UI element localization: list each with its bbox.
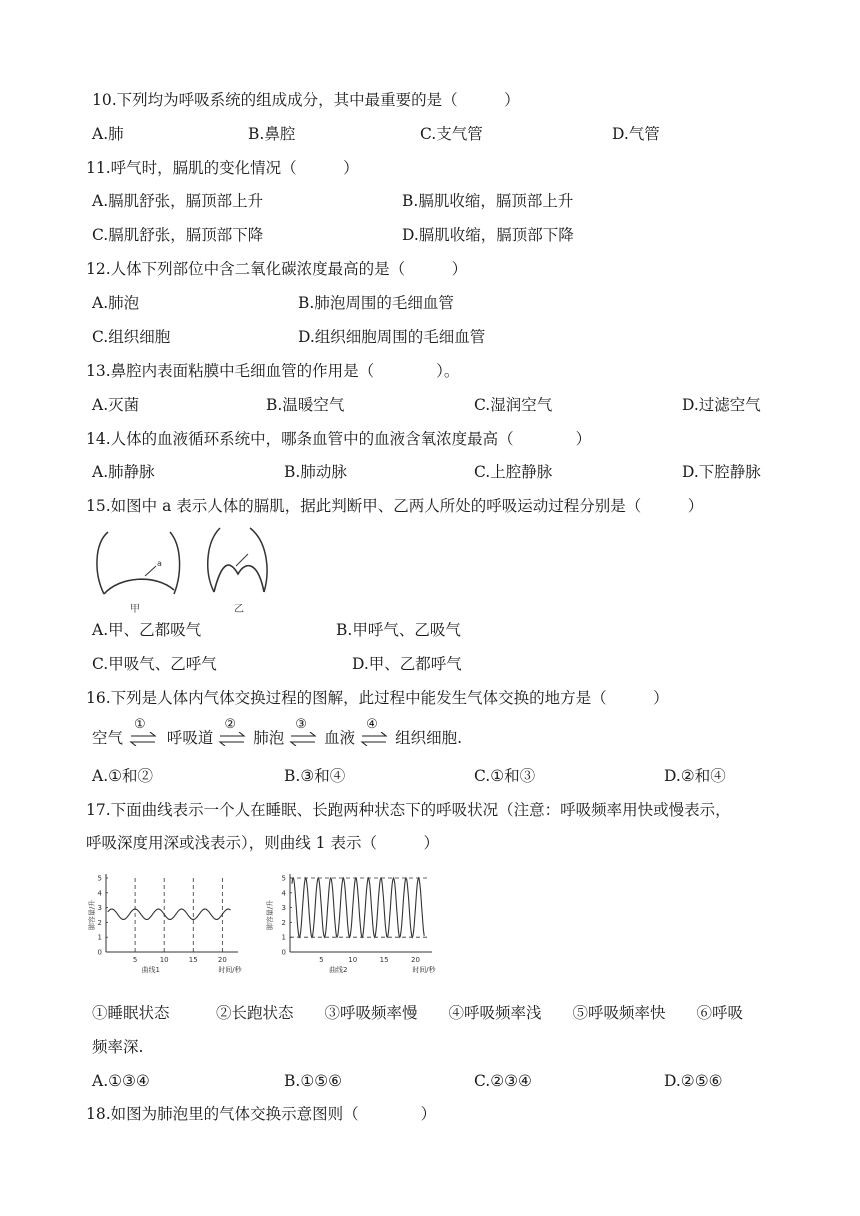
label-jia: 甲 (130, 604, 140, 615)
q16-option-d[interactable]: D.②和④ (664, 767, 726, 785)
q17-stem-line2: 呼吸深度用深或浅表示），则曲线 1 表示（ ） (86, 834, 439, 852)
q17-option-c[interactable]: C.②③④ (474, 1072, 532, 1090)
y-tick-label: 0 (281, 948, 286, 957)
q10-option-c[interactable]: C.支气管 (420, 125, 483, 143)
q17-stem-line1: 17.下面曲线表示一个人在睡眠、长跑两种状态下的呼吸状况（注意：呼吸频率用快或慢表示， (86, 801, 731, 819)
q16-option-b[interactable]: B.③和④ (284, 767, 346, 785)
flow-tissue-cells: 组织细胞. (395, 729, 462, 747)
q13-option-b[interactable]: B.温暖空气 (266, 396, 345, 414)
arrow-1 (128, 717, 162, 748)
x-axis-label: 时间/秒 (412, 966, 436, 974)
x-tick-label: 5 (319, 956, 324, 964)
x-tick-label: 15 (188, 956, 198, 964)
y-tick-label: 1 (97, 933, 102, 942)
arrow-3-label: ③ (295, 717, 307, 732)
x-tick-label: 10 (159, 956, 169, 964)
q17-option-d[interactable]: D.②⑤⑥ (664, 1072, 723, 1090)
y-axis-label: 肺容量/升 (266, 899, 274, 931)
q16-option-a[interactable]: A.①和② (92, 767, 154, 785)
x-tick-label: 15 (379, 956, 389, 964)
y-tick-label: 1 (281, 933, 286, 942)
arrow-3 (289, 717, 319, 748)
y-tick-label: 5 (97, 874, 102, 883)
diaphragm-figure (90, 524, 280, 616)
q12-option-a[interactable]: A.肺泡 (92, 294, 140, 312)
chart-curve-2 (262, 870, 442, 980)
q11-stem: 11.呼气时，膈肌的变化情况（ ） (86, 159, 359, 177)
arrow-2-label: ② (224, 717, 236, 732)
diaphragm-jia (104, 579, 174, 594)
q14-option-b[interactable]: B.肺动脉 (284, 463, 347, 481)
q14-option-d[interactable]: D.下腔静脉 (682, 463, 761, 481)
y-axis-label: 肺容量/升 (88, 899, 96, 931)
q11-option-a[interactable]: A.膈肌舒张，膈顶部上升 (92, 192, 264, 210)
q13-stem: 13.鼻腔内表面粘膜中毛细血管的作用是（ ）。 (86, 362, 460, 380)
q12-option-d[interactable]: D.组织细胞周围的毛细血管 (298, 328, 486, 346)
q10-stem: 10.下列均为呼吸系统的组成成分，其中最重要的是（ ） (92, 91, 520, 109)
y-tick-label: 2 (281, 918, 286, 927)
x-tick-label: 5 (132, 956, 138, 964)
diaphragm-yi (214, 565, 264, 592)
y-tick-label: 5 (281, 874, 286, 883)
q14-stem: 14.人体的血液循环系统中，哪条血管中的血液含氧浓度最高（ ） (86, 430, 592, 448)
q12-stem: 12.人体下列部位中含二氧化碳浓度最高的是（ ） (86, 260, 468, 278)
x-axis-label: 时间/秒 (218, 966, 242, 974)
q13-option-c[interactable]: C.湿润空气 (474, 396, 553, 414)
q15-option-d[interactable]: D.甲、乙都呼气 (352, 655, 462, 673)
label-a: a (157, 559, 162, 568)
chest-wall-yi-left (208, 528, 220, 592)
q10-option-a[interactable]: A.肺 (92, 125, 124, 143)
q17-option-b[interactable]: B.①⑤⑥ (284, 1072, 343, 1090)
q13-option-d[interactable]: D.过滤空气 (682, 396, 761, 414)
chest-wall-jia-right (170, 532, 180, 594)
flow-airway: 呼吸道 (166, 729, 214, 747)
q17-option-a[interactable]: A.①③④ (92, 1072, 150, 1090)
flow-alveoli: 肺泡 (253, 729, 285, 747)
q15-option-c[interactable]: C.甲吸气、乙呼气 (92, 655, 217, 673)
x-tick-label: 20 (217, 956, 227, 964)
breathing-curve (108, 909, 231, 919)
q11-option-b[interactable]: B.膈肌收缩，膈顶部上升 (402, 192, 574, 210)
chart-curve-1 (84, 870, 244, 976)
q12-option-b[interactable]: B.肺泡周围的毛细血管 (298, 294, 454, 312)
flow-air: 空气 (92, 729, 124, 747)
q12-option-c[interactable]: C.组织细胞 (92, 328, 171, 346)
x-tick-label: 20 (410, 956, 420, 964)
arrow-4 (360, 717, 390, 748)
y-tick-label: 2 (97, 918, 102, 927)
q10-option-d[interactable]: D.气管 (612, 125, 660, 143)
flow-blood: 血液 (324, 729, 356, 747)
arrow-2 (218, 717, 248, 748)
y-tick-label: 4 (281, 889, 286, 898)
gas-exchange-flow (92, 717, 462, 748)
q17-options-line2: 频率深. (92, 1038, 144, 1056)
q16-stem: 16.下列是人体内气体交换过程的图解，此过程中能发生气体交换的地方是（ ） (86, 689, 669, 707)
q17-options-line1: ①睡眠状态 ②长跑状态 ③呼吸频率慢 ④呼吸频率浅 ⑤呼吸频率快 ⑥呼吸 (92, 1004, 744, 1022)
y-tick-label: 0 (97, 948, 102, 957)
q14-option-c[interactable]: C.上腔静脉 (474, 463, 553, 481)
label-yi: 乙 (234, 604, 244, 615)
q15-stem: 15.如图中 a 表示人体的膈肌，据此判断甲、乙两人所处的呼吸运动过程分别是（ ） (86, 497, 704, 515)
q15-option-a[interactable]: A.甲、乙都吸气 (92, 621, 202, 639)
q11-option-c[interactable]: C.膈肌舒张，膈顶部下降 (92, 226, 264, 244)
chart-caption: 曲线2 (329, 966, 348, 974)
x-tick-label: 10 (348, 956, 358, 964)
q10-option-b[interactable]: B.鼻腔 (248, 125, 296, 143)
y-tick-label: 3 (97, 904, 102, 913)
q18-stem: 18.如图为肺泡里的气体交换示意图则（ ） (86, 1105, 437, 1123)
y-tick-label: 3 (281, 904, 286, 913)
q15-option-b[interactable]: B.甲呼气、乙吸气 (336, 621, 461, 639)
q16-option-c[interactable]: C.①和③ (474, 767, 536, 785)
arrow-4-label: ④ (366, 717, 378, 732)
q11-option-d[interactable]: D.膈肌收缩，膈顶部下降 (402, 226, 574, 244)
breathing-curve (292, 878, 424, 937)
y-tick-label: 4 (97, 889, 102, 898)
chest-wall-yi-right (250, 528, 267, 592)
q13-option-a[interactable]: A.灭菌 (92, 396, 140, 414)
arrow-1-label: ① (133, 717, 146, 732)
chest-wall-jia-left (97, 532, 108, 594)
chart-caption: 曲线1 (141, 966, 161, 974)
q14-option-a[interactable]: A.肺静脉 (92, 463, 155, 481)
